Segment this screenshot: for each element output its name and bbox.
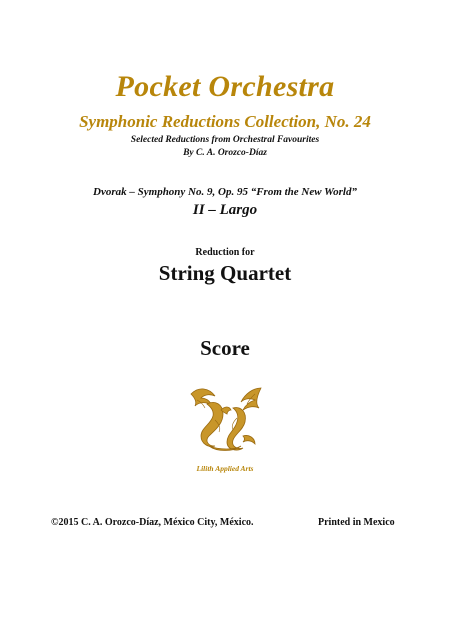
score-label: Score xyxy=(200,336,250,360)
series-title: Pocket Orchestra xyxy=(115,70,335,103)
collection-tagline: Selected Reductions from Orchestral Favourites xyxy=(130,135,320,145)
printed-in-notice: Printed in Mexico xyxy=(318,517,395,528)
copyright-notice: ©2015 C. A. Orozco-Díaz, México City, México. xyxy=(51,517,254,528)
publisher-name: Lilith Applied Arts xyxy=(196,464,254,473)
collection-subtitle: Symphonic Reductions Collection, No. 24 xyxy=(79,112,371,131)
movement-title: II – Largo xyxy=(192,202,258,218)
dragon-phoenix-emblem-icon xyxy=(185,380,267,454)
reduction-label: Reduction for xyxy=(195,247,255,258)
arranger-credit: By C. A. Orozco-Díaz xyxy=(183,148,267,158)
ensemble-name: String Quartet xyxy=(158,261,292,285)
work-title: Dvorak – Symphony No. 9, Op. 95 “From the New World” xyxy=(93,186,357,198)
